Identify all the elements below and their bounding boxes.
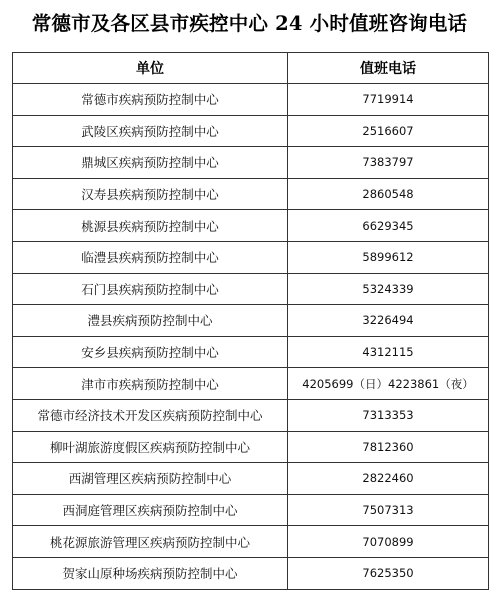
unit-cell: 澧县疾病预防控制中心 bbox=[13, 305, 288, 337]
unit-cell: 西湖管理区疾病预防控制中心 bbox=[13, 463, 288, 495]
phone-cell: 7507313 bbox=[288, 494, 489, 526]
phone-cell: 4312115 bbox=[288, 336, 489, 368]
unit-cell: 武陵区疾病预防控制中心 bbox=[13, 115, 288, 147]
table-row bbox=[13, 210, 489, 242]
unit-cell: 贺家山原种场疾病预防控制中心 bbox=[13, 557, 288, 589]
table-header-row bbox=[13, 53, 489, 84]
phone-cell: 7313353 bbox=[288, 399, 489, 431]
table-row bbox=[13, 115, 489, 147]
table-row bbox=[13, 368, 489, 400]
phone-cell: 5899612 bbox=[288, 241, 489, 273]
table-row bbox=[13, 147, 489, 179]
unit-cell: 常德市疾病预防控制中心 bbox=[13, 84, 288, 116]
table-row bbox=[13, 526, 489, 558]
table-row bbox=[13, 557, 489, 589]
unit-cell: 常德市经济技术开发区疾病预防控制中心 bbox=[13, 399, 288, 431]
table-row bbox=[13, 305, 489, 337]
unit-cell: 桃花源旅游管理区疾病预防控制中心 bbox=[13, 526, 288, 558]
phone-cell: 2516607 bbox=[288, 115, 489, 147]
unit-cell: 汉寿县疾病预防控制中心 bbox=[13, 178, 288, 210]
table-row bbox=[13, 178, 489, 210]
unit-cell: 津市市疾病预防控制中心 bbox=[13, 368, 288, 400]
phone-cell: 7719914 bbox=[288, 84, 489, 116]
unit-cell: 桃源县疾病预防控制中心 bbox=[13, 210, 288, 242]
header-unit: 单位 bbox=[13, 53, 288, 84]
phone-cell: 5324339 bbox=[288, 273, 489, 305]
phone-cell: 7383797 bbox=[288, 147, 489, 179]
unit-cell: 石门县疾病预防控制中心 bbox=[13, 273, 288, 305]
phone-cell: 6629345 bbox=[288, 210, 489, 242]
table-row bbox=[13, 273, 489, 305]
phone-cell: 7812360 bbox=[288, 431, 489, 463]
phone-cell: 7070899 bbox=[288, 526, 489, 558]
unit-cell: 鼎城区疾病预防控制中心 bbox=[13, 147, 288, 179]
unit-cell: 柳叶湖旅游度假区疾病预防控制中心 bbox=[13, 431, 288, 463]
header-phone: 值班电话 bbox=[288, 53, 489, 84]
unit-cell: 西洞庭管理区疾病预防控制中心 bbox=[13, 494, 288, 526]
table-row bbox=[13, 399, 489, 431]
unit-cell: 安乡县疾病预防控制中心 bbox=[13, 336, 288, 368]
table-row bbox=[13, 84, 489, 116]
table-row bbox=[13, 241, 489, 273]
phone-cell: 4205699（日）4223861（夜） bbox=[288, 368, 489, 400]
table-row bbox=[13, 494, 489, 526]
phone-cell: 2860548 bbox=[288, 178, 489, 210]
phone-cell: 2822460 bbox=[288, 463, 489, 495]
table-row bbox=[13, 431, 489, 463]
table-row bbox=[13, 463, 489, 495]
unit-cell: 临澧县疾病预防控制中心 bbox=[13, 241, 288, 273]
table-row bbox=[13, 336, 489, 368]
phone-cell: 7625350 bbox=[288, 557, 489, 589]
page-title: 常德市及各区县市疾控中心 24 小时值班咨询电话 bbox=[31, 12, 468, 35]
phone-cell: 3226494 bbox=[288, 305, 489, 337]
duty-phone-table bbox=[12, 52, 489, 590]
